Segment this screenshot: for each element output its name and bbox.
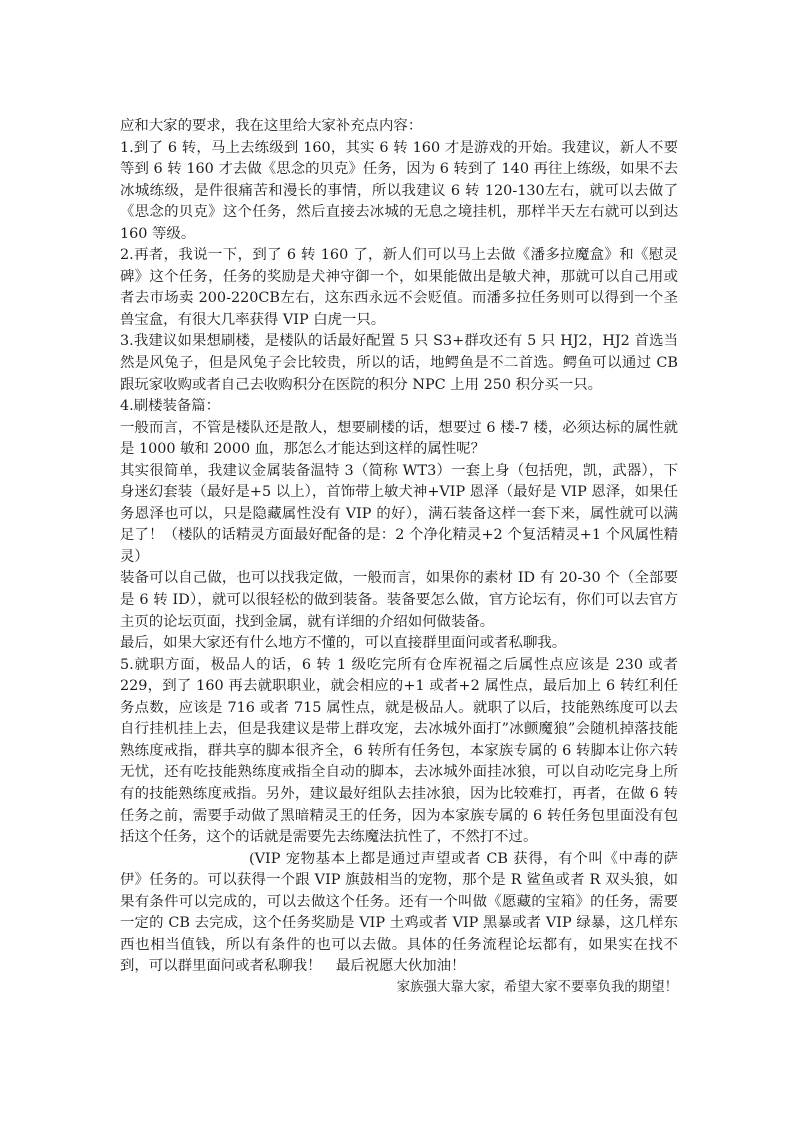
paragraph-crafting: 装备可以自己做，也可以找我定做，一般而言，如果你的素材 ID 有 20-30 个（全部要是 6 转 ID），就可以很轻松的做到装备。装备要怎么做，官方论坛有，你们可以去官方主页的论坛页面，找到金属，就有详细的介绍如何做装备。 bbox=[120, 570, 678, 630]
paragraph-tower-team: 3.我建议如果想刷楼，是楼队的话最好配置 5 只 S3+群攻还有 5 只 HJ2，HJ2 首选当然是风兔子，但是风兔子会比较贵，所以的话，地鳄鱼是不二首选。鳄鱼可以通过 CB 跟玩家收购或者自己去收购积分在医院的积分 NPC 上用 250 积分买一只。 bbox=[120, 333, 678, 393]
paragraph-pandora-quest: 2.再者，我说一下，到了 6 转 160 了，新人们可以马上去做《潘多拉魔盒》和《慰灵碑》这个任务，任务的奖励是犬神守御一个，如果能做出是敏犬神，那就可以自己用或者去市场卖 200-220CB左右，这东西永远不会贬值。而潘多拉任务则可以得到一个圣兽宝盒，有很大几率获得 VIP 白虎一只。 bbox=[120, 247, 678, 328]
paragraph-job-change: 5.就职方面，极品人的话，6 转 1 级吃完所有仓库祝福之后属性点应该是 230 或者 229，到了 160 再去就职职业，就会相应的+1 或者+2 属性点，最后加上 6 转红利任务点数，应该是 716 或者 715 属性点，就是极品人。就职了以后，技能熟练度可以去自行挂机挂上去，但是我建议是带上群攻宠，去冰城外面打”冰颤魔狼”会随机掉落技能熟练度戒指，群共享的脚本很齐全，6 转所有任务包，本家族专属的 6 转脚本让你六转无忧，还有吃技能熟练度戒指全自动的脚本，去冰城外面挂冰狼，可以自动吃完身上所有的技能熟练度戒指。另外，建议最好组队去挂冰狼，因为比较难打，再者，在做 6 转任务之前，需要手动做了黑暗精灵王的任务，因为本家族专属的 6 转任务包里面没有包括这个任务，这个的话就是需要先去练魔法抗性了，不然打不过。 bbox=[120, 656, 678, 846]
paragraph-vip-pets: (VIP 宠物基本上都是通过声望或者 CB 获得，有个叫《中毒的萨伊》任务的。可以获得一个跟 VIP 旗鼓相当的宠物，那个是 R 鲨鱼或者 R 双头狼，如果有条件可以完成的，可以去做这个任务。还有一个叫做《愿藏的宝箱》的任务，需要一定的 CB 去完成，这个任务奖励是 VIP 土鸡或者 VIP 黑暴或者 VIP 绿暴，这几样东西也相当值钱，所以有条件的也可以去做。具体的任务流程论坛都有，如果实在找不到，可以群里面问或者私聊我！ 最后祝愿大伙加油！ bbox=[120, 850, 678, 975]
paragraph-equipment-setup: 其实很简单，我建议金属装备温特 3（简称 WT3）一套上身（包括兜，凯，武器），下身迷幻套装（最好是+5 以上），首饰带上敏犬神+VIP 恩泽（最好是 VIP 恩泽，如果任务恩泽也可以，只是隐藏属性没有 VIP 的好），满石装备这样一套下来，属性就可以满足了！（楼队的话精灵方面最好配备的是：2 个净化精灵+2 个复活精灵+1 个风属性精灵） bbox=[120, 462, 678, 565]
paragraph-required-attributes: 一般而言，不管是楼队还是散人，想要刷楼的话，想要过 6 楼-7 楼，必须达标的属性就是 1000 敏和 2000 血，那怎么才能达到这样的属性呢？ bbox=[120, 419, 678, 458]
document-body bbox=[120, 116, 678, 998]
paragraph-contact: 最后，如果大家还有什么地方不懂的，可以直接群里面问或者私聊我。 bbox=[120, 635, 567, 652]
section-heading-equipment: 4.刷楼装备篇： bbox=[120, 398, 221, 415]
paragraph-level-160: 1.到了 6 转，马上去练级到 160，其实 6 转 160 才是游戏的开始。我建议，新人不要等到 6 转 160 才去做《思念的贝克》任务，因为 6 转到了 140 再往上练级，如果不去冰城练级，是件很痛苦和漫长的事情，所以我建议 6 转 120-130左右，就可以去做了《思念的贝克》这个任务，然后直接去冰城的无息之境挂机，那样半天左右就可以到达 160 等级。 bbox=[120, 139, 678, 242]
intro-paragraph: 应和大家的要求，我在这里给大家补充点内容： bbox=[120, 118, 423, 134]
closing-signature: 家族强大靠大家，希望大家不要辜负我的期望！ bbox=[396, 979, 678, 995]
